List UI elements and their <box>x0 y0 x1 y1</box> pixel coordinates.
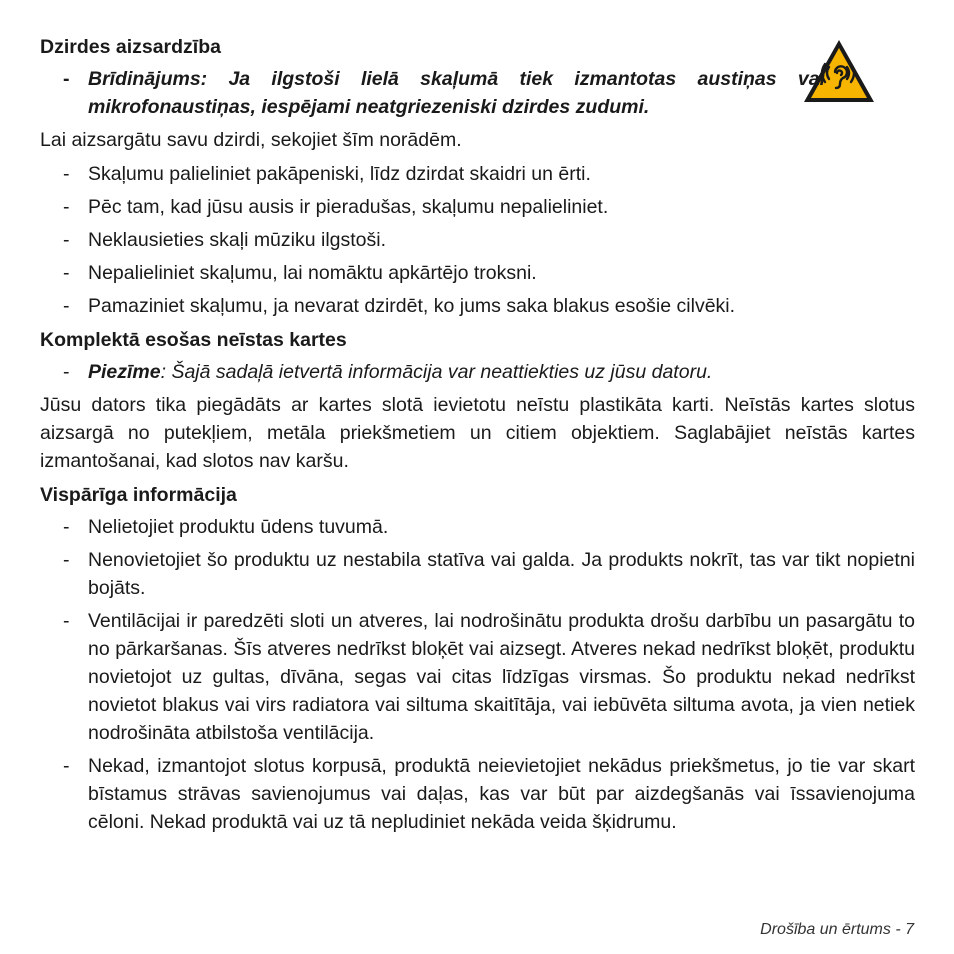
list-item-text: Nelietojiet produktu ūdens tuvumā. <box>88 516 389 538</box>
list-dash: - <box>63 361 70 383</box>
list-dash: - <box>63 196 70 218</box>
list-dash: - <box>63 516 70 538</box>
list-item <box>40 546 915 602</box>
list-dash: - <box>63 755 70 777</box>
list-item <box>40 607 915 747</box>
list-dash: - <box>63 262 70 284</box>
note-label: Piezīme <box>88 361 161 383</box>
list-item <box>40 513 915 541</box>
general-list <box>40 513 915 836</box>
list-item-text: Nekad, izmantojot slotus korpusā, produktā neievietojiet nekādus priekšmetus, jo tie var skart bīstamus strāvas savienojumus vai daļas, kas var būt par aizdegšanās vai īssavienojuma cēloni. Nekad produktā vai uz tā nepludiniet nekāda veida šķidrumu. <box>88 755 915 833</box>
warning-text: Brīdinājums: Ja ilgstoši lielā skaļumā tiek izmantotas austiņas vai mikrofonaustiņas, iespējami neatgriezeniski dzirdes zudumi. <box>88 68 825 118</box>
list-item-text: Skaļumu palieliniet pakāpeniski, līdz dzirdat skaidri un ērti. <box>88 163 591 185</box>
warning-item <box>40 65 915 121</box>
list-item <box>40 226 915 254</box>
list-dash: - <box>63 229 70 251</box>
list-item-text: Pamaziniet skaļumu, ja nevarat dzirdēt, ko jums saka blakus esošie cilvēki. <box>88 295 736 317</box>
list-item <box>40 292 915 320</box>
list-dash: - <box>63 549 70 571</box>
hearing-list <box>40 160 915 320</box>
note-text: : Šajā sadaļā ietvertā informācija var neattiekties uz jūsu datoru. <box>160 361 713 383</box>
hearing-warning-list <box>40 65 915 121</box>
list-item-text: Neklausieties skaļi mūziku ilgstoši. <box>88 229 387 251</box>
list-item-text: Nenovietojiet šo produktu uz nestabila statīva vai galda. Ja produkts nokrīt, tas var tikt nopietni bojāts. <box>88 549 915 599</box>
list-item <box>40 259 915 287</box>
list-item-text: Nepalieliniet skaļumu, lai nomāktu apkārtējo troksni. <box>88 262 537 284</box>
list-dash: - <box>63 610 70 632</box>
document-page <box>40 33 915 841</box>
list-item-text: Ventilācijai ir paredzēti sloti un atveres, lai nodrošinātu produkta drošu darbību un pasargātu to no pārkaršanas. Šīs atveres nedrīkst bloķēt vai aizsegt. Atveres nekad nedrīkst bloķēt, produktu novietojot uz gultas, dīvāna, segas vai citas līdzīgas virsmas. Šo produktu nekad nedrīkst novietot blakus vai virs radiatora vai siltuma skaitītāja, vai iebūvēta siltuma avota, ja vien netiek nodrošināta atbilstoša ventilācija. <box>88 610 915 744</box>
dummy-cards-paragraph: Jūsu dators tika piegādāts ar kartes slotā ievietotu neīstu plastikāta karti. Neīstās kartes slotus aizsargā no putekļiem, metāla priekšmetiem un citiem objektiem. Saglabājiet neīstās kartes izmantošanai, kad slotos nav karšu. <box>40 394 915 472</box>
list-dash: - <box>63 163 70 185</box>
section-heading-hearing: Dzirdes aizsardzība <box>40 36 221 58</box>
list-item <box>40 193 915 221</box>
note-item <box>40 358 915 386</box>
section-heading-dummy-cards: Komplektā esošas neīstas kartes <box>40 329 347 351</box>
note-list <box>40 358 915 386</box>
hearing-intro: Lai aizsargātu savu dzirdi, sekojiet šīm norādēm. <box>40 129 462 151</box>
page-footer: Drošība un ērtums - 7 <box>760 921 914 938</box>
list-dash: - <box>63 295 70 317</box>
list-dash: - <box>63 68 70 90</box>
section-heading-general: Vispārīga informācija <box>40 484 237 506</box>
list-item <box>40 160 915 188</box>
list-item <box>40 752 915 836</box>
list-item-text: Pēc tam, kad jūsu ausis ir pieradušas, skaļumu nepalieliniet. <box>88 196 609 218</box>
